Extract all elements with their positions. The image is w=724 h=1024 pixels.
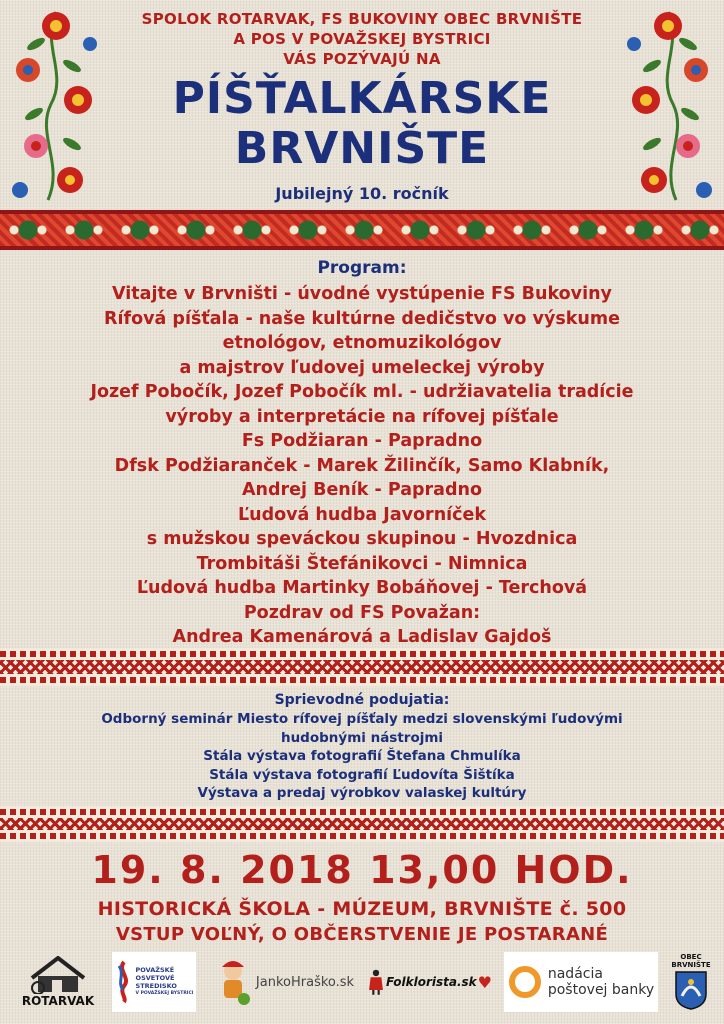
pos-label-3: STREDISKO xyxy=(135,982,177,990)
obec-brvniste-logo xyxy=(666,946,716,1016)
rotarvak-logo xyxy=(12,952,104,1012)
edition-subtitle: Jubilejný 10. ročník xyxy=(275,184,449,203)
program-item: s mužskou speváckou skupinou - Hvozdnica xyxy=(146,529,578,549)
event-datetime: 19. 8. 2018 13,00 HOD. xyxy=(91,848,633,892)
accompanying-list xyxy=(0,710,724,803)
folk-dancer-icon xyxy=(368,957,384,1007)
accompanying-item: Stála výstava fotografií Ľudovíta Šištíka xyxy=(209,766,515,783)
nadacia-label-1: nadácia xyxy=(547,966,603,982)
organizers-line-2: A POS V POVAŽSKEJ BYSTRICI xyxy=(233,30,491,48)
heart-icon: ♥ xyxy=(477,972,492,992)
accompanying-item: Stála výstava fotografií Štefana Chmulíka xyxy=(203,748,521,764)
program-item: etnológov, etnomuzikológov xyxy=(222,333,502,353)
pos-logo xyxy=(112,952,196,1012)
janko-hrasko-label: JankoHraško.sk xyxy=(255,974,355,990)
pos-label-1: POVAŽSKÉ xyxy=(135,966,175,974)
program-item: Ľudová hudba Javorníček xyxy=(237,504,487,525)
program-list xyxy=(0,282,724,650)
accompanying-item: Odborný seminár Miesto rífovej píšťaly medzi slovenskými ľudovými xyxy=(101,711,623,727)
obec-label-1: OBEC xyxy=(680,952,702,961)
invite-line: VÁS POZÝVAJÚ NA xyxy=(283,50,441,68)
event-title-line-1: PÍŠŤALKÁRSKE xyxy=(172,73,552,124)
coat-of-arms-icon xyxy=(674,970,708,1010)
program-item: Jozef Pobočík, Jozef Pobočík ml. - udržiavatelia tradície xyxy=(90,382,634,402)
folklorista-logo xyxy=(368,952,492,1012)
accompanying-item: Výstava a predaj výrobkov valaskej kultúry xyxy=(197,785,527,801)
embroidery-band-top xyxy=(0,210,724,250)
rotarvak-label: ROTARVAK xyxy=(21,994,95,1008)
program-item: výroby a interpretácie na rífovej píšťale xyxy=(165,406,559,427)
program-item: Andrea Kamenárová a Ladislav Gajdoš xyxy=(172,627,552,647)
program-item: Andrej Beník - Papradno xyxy=(241,480,482,500)
program-item: Fs Podžiaran - Papradno xyxy=(241,431,483,451)
program-heading: Program: xyxy=(317,258,407,278)
janko-hrasko-logo xyxy=(204,952,364,1012)
cartoon-boy-icon xyxy=(214,957,252,1007)
wooden-hut-icon xyxy=(28,956,88,994)
program-item: Trombitáši Štefánikovci - Nimnica xyxy=(196,553,528,574)
obec-label-2: BRVNIŠTE xyxy=(671,960,711,969)
program-item: Dfsk Podžiaranček - Marek Žilinčík, Samo Klabník, xyxy=(114,455,610,476)
ring-icon xyxy=(508,965,542,999)
embroidery-band-bottom xyxy=(0,806,724,842)
accompanying-item: hudobnými nástrojmi xyxy=(280,729,444,746)
event-entry-note: VSTUP VOĽNÝ, O OBČERSTVENIE JE POSTARANÉ xyxy=(115,924,609,945)
accompanying-heading: Sprievodné podujatia: xyxy=(274,692,450,708)
program-item: Rífová píšťala - naše kultúrne dedičstvo vo výskume xyxy=(104,308,620,329)
program-item: Ľudová hudba Martinky Bobáňovej - Terchová xyxy=(136,578,588,598)
nadacia-label-2: poštovej banky xyxy=(547,982,655,998)
pos-label-2: OSVETOVÉ xyxy=(135,974,175,982)
embroidery-band-middle xyxy=(0,648,724,686)
nadacia-logo xyxy=(504,952,658,1012)
folklorista-label: Folklorista.sk xyxy=(386,975,477,989)
event-venue: HISTORICKÁ ŠKOLA - MÚZEUM, BRVNIŠTE č. 500 xyxy=(97,898,627,920)
organizers-line-1: SPOLOK ROTARVAK, FS BUKOVINY OBEC BRVNIŠTE xyxy=(141,10,583,28)
event-title-line-2: BRVNIŠTE xyxy=(234,123,490,174)
program-item: Pozdrav od FS Považan: xyxy=(243,602,481,623)
pos-label-4: V POVAŽSKEJ BYSTRICI xyxy=(135,991,194,996)
program-item: Vitajte v Brvništi - úvodné vystúpenie FS Bukoviny xyxy=(112,284,612,304)
program-item: a majstrov ľudovej umeleckej výroby xyxy=(179,357,545,378)
pos-emblem-icon xyxy=(115,960,133,1004)
